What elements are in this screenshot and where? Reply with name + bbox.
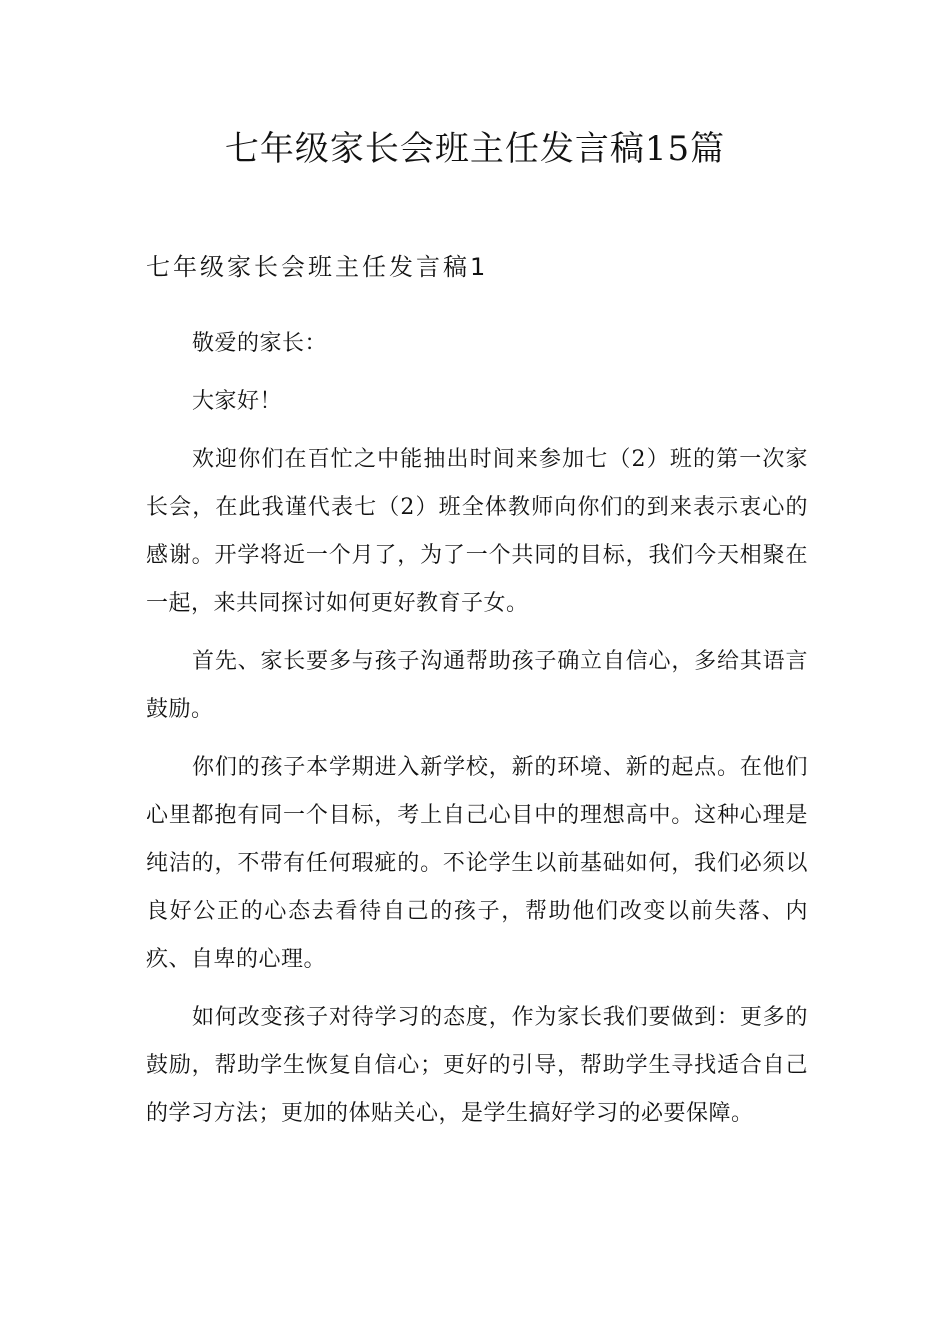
paragraph-communication: 首先、家长要多与孩子沟通帮助孩子确立自信心，多给其语言鼓励。 xyxy=(146,649,808,722)
section-heading: 七年级家长会班主任发言稿1 xyxy=(146,253,489,281)
salutation: 敬爱的家长： xyxy=(192,331,328,356)
paragraph-welcome: 欢迎你们在百忙之中能抽出时间来参加七（2）班的第一次家长会，在此我谨代表七（2）班全体教师向你们的到来表示衷心的感谢。开学将近一个月了，为了一个共同的目标，我们今天相聚在一起，来共同探讨如何更好教育子女。 xyxy=(146,447,808,616)
document-title: 七年级家长会班主任发言稿15篇 xyxy=(224,129,726,169)
greeting: 大家好！ xyxy=(192,389,283,414)
paragraph-attitude: 如何改变孩子对待学习的态度，作为家长我们要做到：更多的鼓励，帮助学生恢复自信心；更好的引导，帮助学生寻找适合自己的学习方法；更加的体贴关心，是学生搞好学习的必要保障。 xyxy=(146,1005,808,1126)
document-body xyxy=(146,320,808,1148)
paragraph-new-school: 你们的孩子本学期进入新学校，新的环境、新的起点。在他们心里都抱有同一个目标，考上自己心目中的理想高中。这种心理是纯洁的，不带有任何瑕疵的。不论学生以前基础如何，我们必须以良好公正的心态去看待自己的孩子，帮助他们改变以前失落、内疚、自卑的心理。 xyxy=(146,755,808,972)
